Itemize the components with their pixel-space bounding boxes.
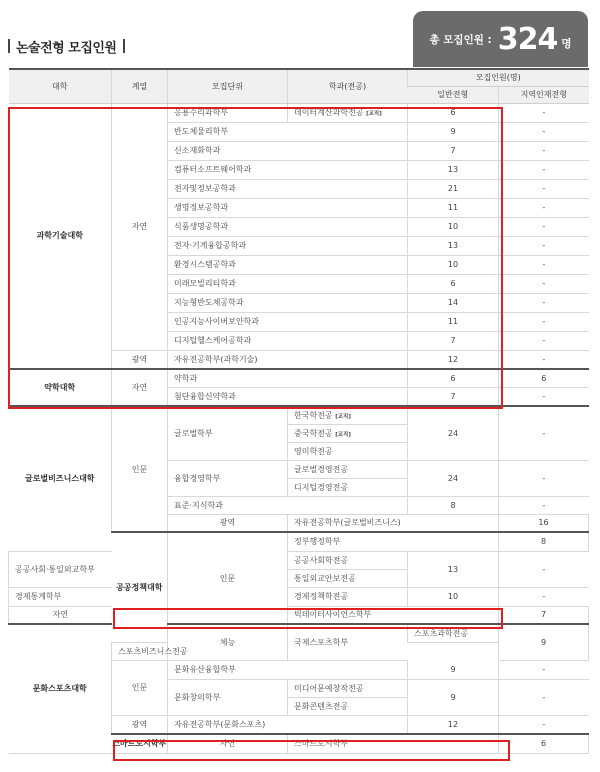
track-cell: 광역 bbox=[112, 350, 168, 369]
regional-cell: - bbox=[499, 103, 589, 122]
general-cell: 7 bbox=[408, 387, 499, 406]
college-cell: 스마트도시학부 bbox=[112, 734, 168, 753]
dept-cell: 통일외교안보전공 bbox=[288, 569, 408, 587]
unit-cell: 환경시스템공학과 bbox=[168, 255, 408, 274]
regional-cell: - bbox=[499, 255, 589, 274]
regional-cell: - bbox=[499, 350, 589, 369]
regional-cell: 6 bbox=[499, 369, 589, 387]
track-cell: 체능 bbox=[168, 624, 288, 660]
unit-cell: 문화유산융합학부 bbox=[168, 660, 408, 679]
college-cell: 약학대학 bbox=[9, 369, 112, 406]
unit-cell: 신소재화학과 bbox=[168, 141, 408, 160]
general-cell: 7 bbox=[408, 141, 499, 160]
unit-cell: 전자·기계융합공학과 bbox=[168, 236, 408, 255]
general-cell: 16 bbox=[499, 514, 589, 532]
general-cell: 6 bbox=[408, 274, 499, 293]
dept-name: 데이터계산과학전공 bbox=[294, 108, 364, 117]
general-cell: 9 bbox=[499, 624, 589, 660]
dept-cell: 영미학전공 bbox=[288, 442, 408, 460]
general-cell: 9 bbox=[408, 679, 499, 715]
track-cell: 인문 bbox=[112, 660, 168, 715]
general-cell: 11 bbox=[408, 198, 499, 217]
unit-cell: 인공지능사이버보안학과 bbox=[168, 312, 408, 331]
dept-cell: 스포츠비즈니스전공 bbox=[112, 642, 168, 660]
general-cell: 12 bbox=[408, 350, 499, 369]
admission-table bbox=[8, 68, 589, 754]
col-college: 대학 bbox=[9, 69, 112, 103]
regional-cell: - bbox=[499, 274, 589, 293]
general-cell: 7 bbox=[499, 606, 589, 624]
general-cell: 10 bbox=[408, 217, 499, 236]
college-cell: 공공정책대학 bbox=[112, 532, 168, 642]
track-cell: 자연 bbox=[112, 103, 168, 350]
regional-cell: - bbox=[499, 387, 589, 406]
regional-cell: - bbox=[499, 160, 589, 179]
unit-cell: 미래모빌리티학과 bbox=[168, 274, 408, 293]
dept-name: 한국학전공 bbox=[294, 410, 333, 420]
title-bar-left bbox=[8, 39, 10, 53]
unit-cell: 디지털헬스케어공학과 bbox=[168, 331, 408, 350]
general-cell: 6 bbox=[408, 369, 499, 387]
general-cell: 10 bbox=[408, 255, 499, 274]
regional-cell: - bbox=[499, 236, 589, 255]
dept-cell: 공공사회학전공 bbox=[288, 551, 408, 569]
track-cell: 인문 bbox=[168, 532, 288, 624]
title-bar-right bbox=[123, 39, 125, 53]
unit-cell: 전자및정보공학과 bbox=[168, 179, 408, 198]
regional-cell: - bbox=[499, 587, 589, 606]
dept-cell bbox=[288, 406, 408, 424]
unit-cell: 스마트도시학부 bbox=[288, 734, 499, 753]
regional-cell: - bbox=[499, 179, 589, 198]
dept-cell: 문화콘텐츠전공 bbox=[288, 697, 408, 715]
regional-cell: - bbox=[499, 496, 589, 514]
col-unit: 모집단위 bbox=[168, 69, 288, 103]
general-cell: 7 bbox=[408, 331, 499, 350]
unit-cell: 지능형반도체공학과 bbox=[168, 293, 408, 312]
unit-cell: 경제통계학부 bbox=[9, 587, 112, 606]
col-regional: 지역인재전형 bbox=[499, 86, 589, 103]
dept-cell: 경제정책학전공 bbox=[288, 587, 408, 606]
total-quota-value: 324 bbox=[497, 21, 558, 57]
page-title: 논술전형 모집인원 bbox=[16, 40, 117, 56]
total-quota-label: 총 모집인원 : bbox=[429, 33, 492, 46]
unit-cell: 반도체물리학부 bbox=[168, 122, 408, 141]
college-cell: 글로벌비즈니스대학 bbox=[9, 406, 112, 551]
unit-cell: 식품생명공학과 bbox=[168, 217, 408, 236]
unit-cell: 글로벌학부 bbox=[168, 406, 288, 460]
regional-cell: - bbox=[499, 312, 589, 331]
regional-cell: - bbox=[499, 141, 589, 160]
regional-cell: - bbox=[499, 331, 589, 350]
col-dept: 학과(전공) bbox=[288, 69, 408, 103]
dept-cell: 스포츠과학전공 bbox=[408, 624, 499, 642]
track-cell: 광역 bbox=[112, 715, 168, 734]
general-cell: 9 bbox=[408, 660, 499, 679]
regional-cell: - bbox=[499, 406, 589, 460]
unit-cell: 문화창의학부 bbox=[168, 679, 288, 715]
regional-cell: - bbox=[499, 217, 589, 236]
dept-cell: 디지털경영전공 bbox=[288, 478, 408, 496]
track-cell: 자연 bbox=[9, 606, 112, 624]
unit-cell: 융합경영학부 bbox=[168, 460, 288, 496]
regional-cell: - bbox=[499, 293, 589, 312]
dept-cell: 글로벌경영전공 bbox=[288, 460, 408, 478]
teaching-tag: [교직] bbox=[366, 111, 382, 117]
track-cell: 자연 bbox=[112, 369, 168, 406]
regional-cell: - bbox=[499, 715, 589, 734]
regional-cell: - bbox=[499, 660, 589, 679]
track-cell: 인문 bbox=[112, 406, 168, 532]
general-cell: 8 bbox=[499, 532, 589, 551]
college-cell: 과학기술대학 bbox=[9, 103, 112, 369]
unit-cell: 표준·지식학과 bbox=[168, 496, 408, 514]
unit-cell: 정부행정학부 bbox=[288, 532, 499, 551]
col-track: 계열 bbox=[112, 69, 168, 103]
unit-cell: 자유전공학부(과학기술) bbox=[168, 350, 408, 369]
dept-cell bbox=[288, 103, 408, 122]
page-title-area bbox=[8, 36, 125, 56]
dept-name: 중국학전공 bbox=[294, 428, 333, 438]
general-cell: 14 bbox=[408, 293, 499, 312]
general-cell: 6 bbox=[499, 734, 589, 753]
college-cell: 문화스포츠대학 bbox=[9, 624, 112, 753]
unit-cell: 공공사회·통일외교학부 bbox=[9, 551, 112, 587]
regional-cell: - bbox=[499, 122, 589, 141]
general-cell: 12 bbox=[408, 715, 499, 734]
unit-cell: 첨단융합신약학과 bbox=[168, 387, 408, 406]
regional-cell: - bbox=[499, 679, 589, 715]
track-cell: 자연 bbox=[168, 734, 288, 753]
regional-cell: - bbox=[499, 460, 589, 496]
unit-cell: 국제스포츠학부 bbox=[288, 624, 408, 660]
general-cell: 21 bbox=[408, 179, 499, 198]
unit-cell: 자유전공학부(문화스포츠) bbox=[168, 715, 408, 734]
dept-cell bbox=[288, 424, 408, 442]
unit-cell: 컴퓨터소프트웨어학과 bbox=[168, 160, 408, 179]
total-quota-box bbox=[413, 11, 588, 67]
col-quota: 모집인원(명) bbox=[408, 69, 589, 86]
regional-cell: - bbox=[499, 551, 589, 587]
general-cell: 24 bbox=[408, 460, 499, 496]
teaching-tag: [교직] bbox=[335, 431, 351, 438]
teaching-tag: [교직] bbox=[335, 413, 351, 420]
general-cell: 10 bbox=[408, 587, 499, 606]
general-cell: 8 bbox=[408, 496, 499, 514]
col-general: 일반전형 bbox=[408, 86, 499, 103]
total-quota-unit: 명 bbox=[561, 37, 572, 50]
general-cell: 6 bbox=[408, 103, 499, 122]
unit-cell: 생명정보공학과 bbox=[168, 198, 408, 217]
unit-cell: 자유전공학부(글로벌비즈니스) bbox=[288, 514, 499, 532]
general-cell: 13 bbox=[408, 551, 499, 587]
unit-cell: 응용수리과학부 bbox=[168, 103, 288, 122]
regional-cell: - bbox=[499, 198, 589, 217]
general-cell: 24 bbox=[408, 406, 499, 460]
dept-cell: 미디어문예창작전공 bbox=[288, 679, 408, 697]
unit-cell: 빅데이터사이언스학부 bbox=[288, 606, 499, 624]
unit-cell: 약학과 bbox=[168, 369, 408, 387]
general-cell: 9 bbox=[408, 122, 499, 141]
track-cell: 광역 bbox=[168, 514, 288, 532]
general-cell: 13 bbox=[408, 160, 499, 179]
general-cell: 11 bbox=[408, 312, 499, 331]
general-cell: 13 bbox=[408, 236, 499, 255]
